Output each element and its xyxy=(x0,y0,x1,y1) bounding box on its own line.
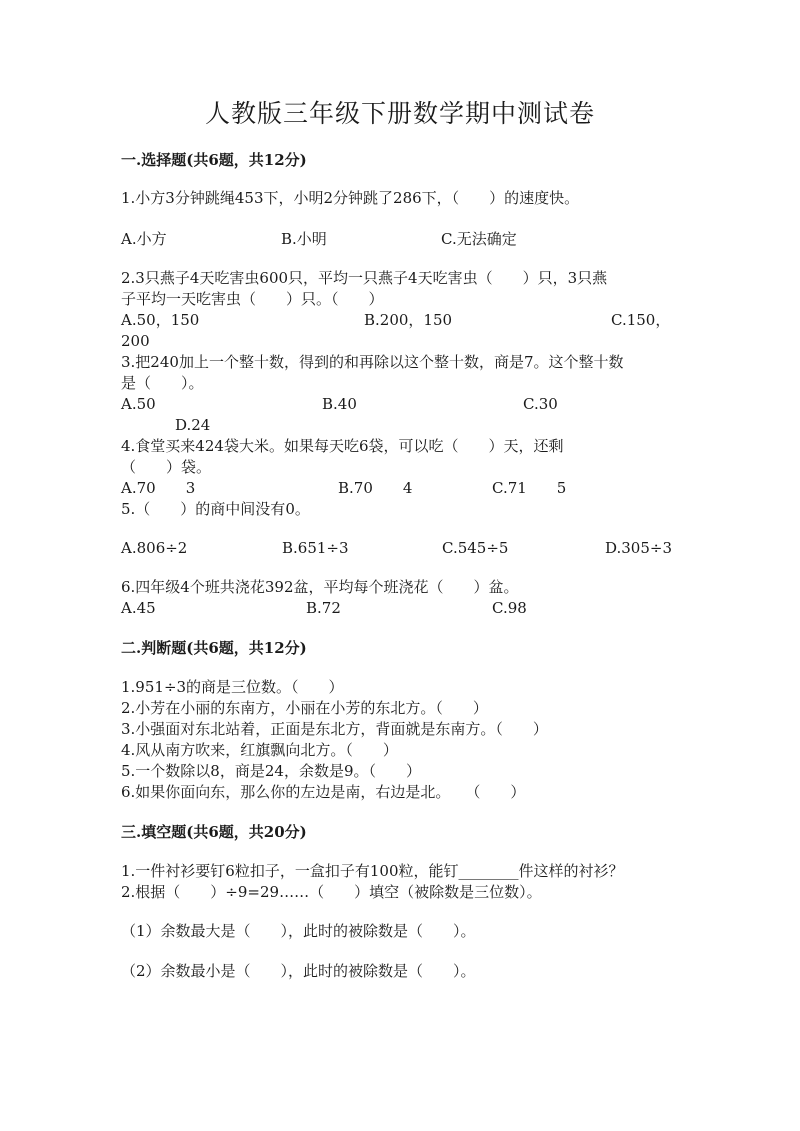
question-6-option-a: A.45 xyxy=(121,599,156,617)
question-4-option-a: A.70 3 xyxy=(121,479,196,497)
question-4-stem-line-1: 4.食堂买来424袋大米。如果每天吃6袋，可以吃（ ）天，还剩 xyxy=(121,437,564,455)
question-3-option-a: A.50 xyxy=(121,395,156,413)
question-5-option-a: A.806÷2 xyxy=(121,539,188,557)
question-1-option-b: B.小明 xyxy=(281,230,327,248)
question-2-stem-line-2: 子平均一天吃害虫（ ）只。（ ） xyxy=(121,290,384,308)
page-title: 人教版三年级下册数学期中测试卷 xyxy=(204,99,595,128)
question-2-option-c: C.150， xyxy=(611,311,671,329)
judgment-item-3: 3.小强面对东北站着，正面是东北方，背面就是东南方。（ ） xyxy=(121,720,548,738)
question-3-stem-line-1: 3.把240加上一个整十数，得到的和再除以这个整十数，商是7。这个整十数 xyxy=(121,353,624,371)
question-5-stem: 5.（ ）的商中间没有0。 xyxy=(121,500,310,518)
fill-item-2-sub-1: （1）余数最大是（ ），此时的被除数是（ ）。 xyxy=(121,922,476,940)
question-6-option-b: B.72 xyxy=(306,599,341,617)
question-2-option-c-continued: 200 xyxy=(121,332,150,350)
judgment-item-4: 4.风从南方吹来，红旗飘向北方。（ ） xyxy=(121,741,398,759)
question-4-option-b: B.70 4 xyxy=(338,479,413,497)
question-2-stem-line-1: 2.3只燕子4天吃害虫600只，平均一只燕子4天吃害虫（ ）只，3只燕 xyxy=(121,269,608,287)
question-4-stem-line-2: （ ）袋。 xyxy=(121,458,212,476)
judgment-item-6: 6.如果你面向东，那么你的左边是南，右边是北。 （ ） xyxy=(121,783,526,801)
question-5-option-d: D.305÷3 xyxy=(605,539,673,557)
question-6-option-c: C.98 xyxy=(492,599,527,617)
question-5-option-b: B.651÷3 xyxy=(282,539,349,557)
question-3-option-b: B.40 xyxy=(322,395,357,413)
question-1-option-c: C.无法确定 xyxy=(441,230,517,248)
fill-item-2: 2.根据（ ）÷9=29……（ ）填空（被除数是三位数）。 xyxy=(121,883,542,901)
question-2-option-a: A.50，150 xyxy=(121,311,200,329)
judgment-item-1: 1.951÷3的商是三位数。（ ） xyxy=(121,678,344,696)
judgment-item-2: 2.小芳在小丽的东南方，小丽在小芳的东北方。（ ） xyxy=(121,699,488,717)
question-3-option-d: D.24 xyxy=(175,416,211,434)
fill-item-2-sub-2: （2）余数最小是（ ），此时的被除数是（ ）。 xyxy=(121,962,476,980)
question-3-option-c: C.30 xyxy=(523,395,558,413)
section-heading-fill: 三.填空题(共6题，共20分) xyxy=(121,823,307,841)
question-5-option-c: C.545÷5 xyxy=(442,539,509,557)
section-heading-judgment: 二.判断题(共6题，共12分) xyxy=(121,639,307,657)
section-heading-choice: 一.选择题(共6题，共12分) xyxy=(121,151,307,169)
question-6-stem: 6.四年级4个班共浇花392盆，平均每个班浇花（ ）盆。 xyxy=(121,578,519,596)
fill-item-1: 1.一件衬衫要钉6粒扣子，一盒扣子有100粒，能钉________件这样的衬衫？ xyxy=(121,862,624,880)
question-3-stem-line-2: 是（ ）。 xyxy=(121,374,204,392)
judgment-item-5: 5.一个数除以8，商是24，余数是9。（ ） xyxy=(121,762,421,780)
question-2-option-b: B.200，150 xyxy=(364,311,453,329)
question-4-option-c: C.71 5 xyxy=(492,479,567,497)
question-1-stem: 1.小方3分钟跳绳453下，小明2分钟跳了286下，（ ）的速度快。 xyxy=(121,189,580,207)
question-1-option-a: A.小方 xyxy=(121,230,167,248)
